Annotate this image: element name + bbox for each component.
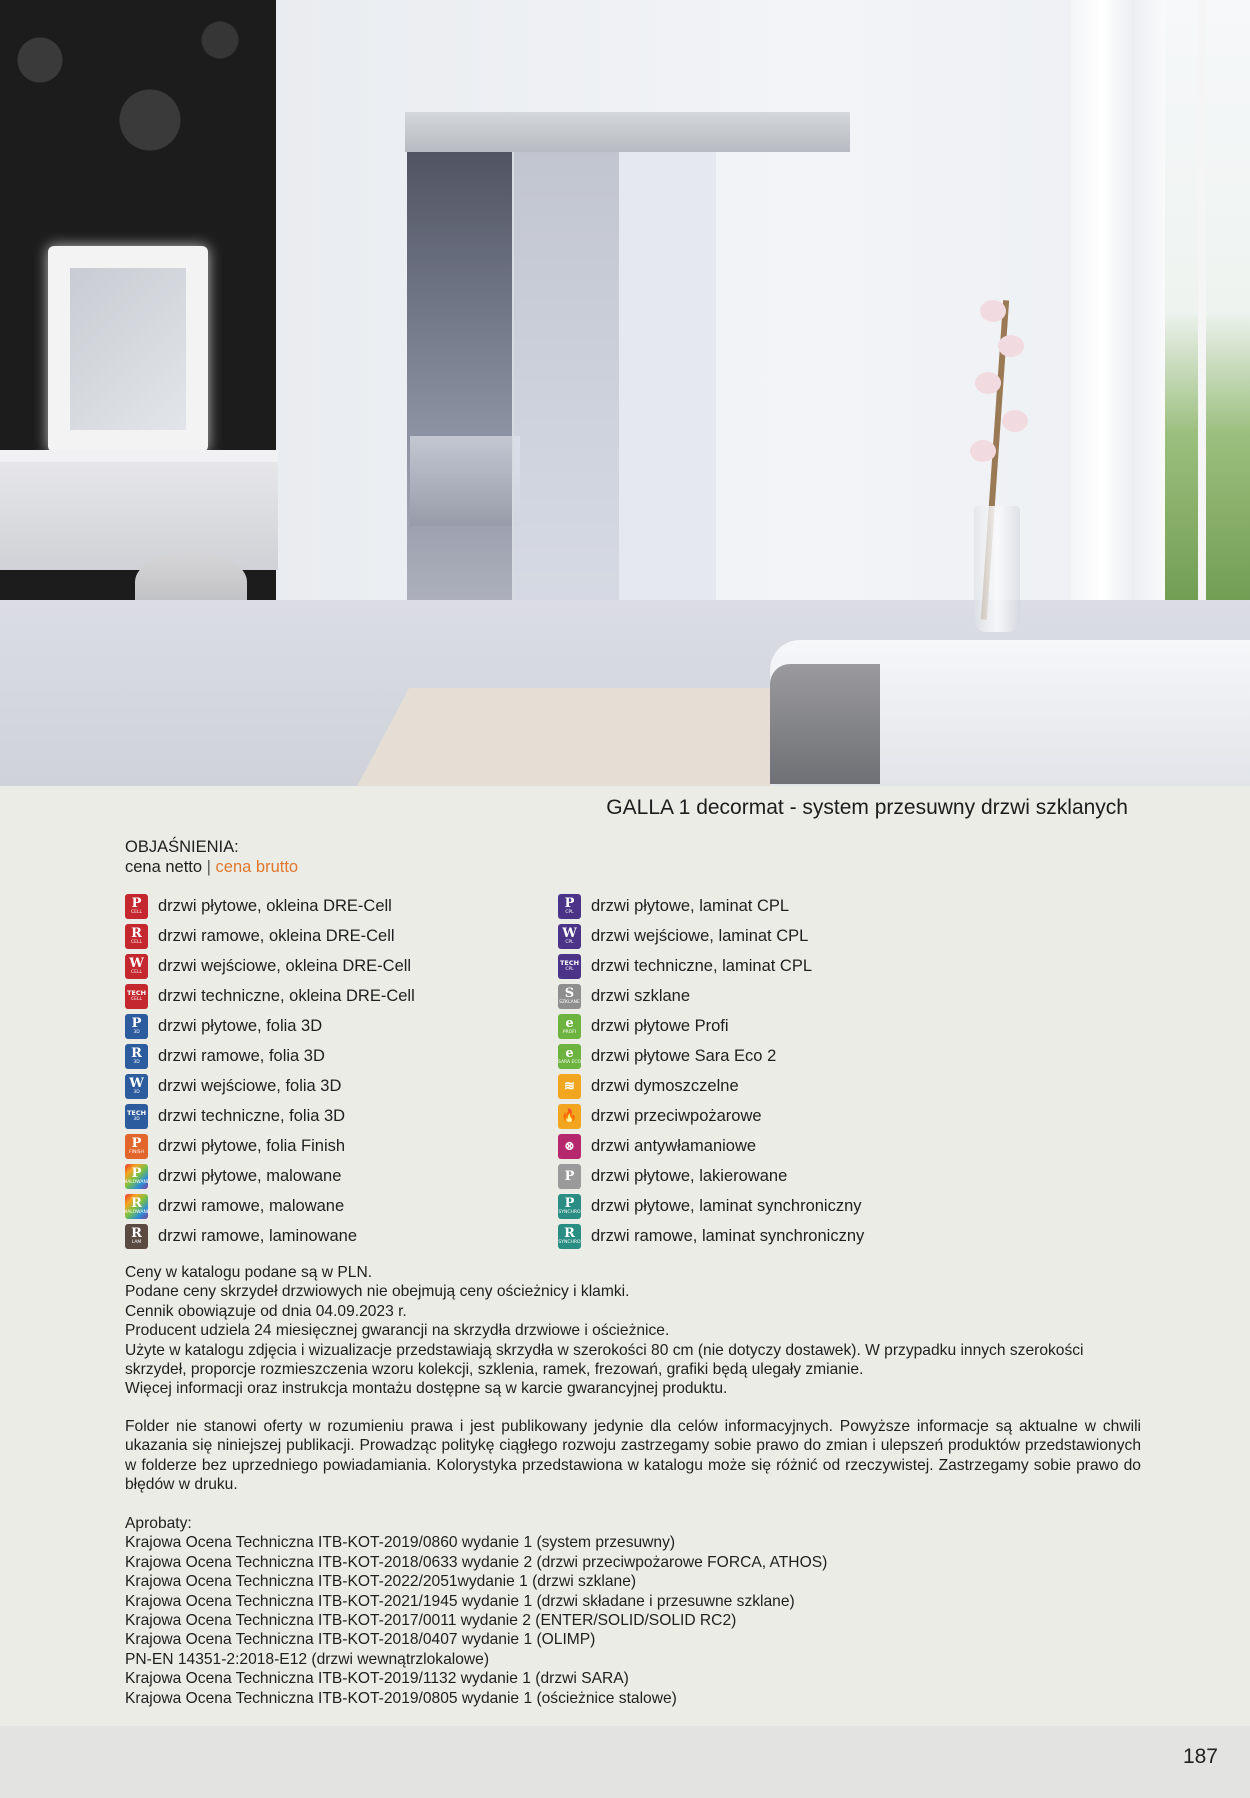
hero-photo [0,0,1250,786]
legend-title: OBJAŚNIENIA: [125,838,239,856]
approval-item: Krajowa Ocena Techniczna ITB-KOT-2019/0860 wydanie 1 (system przesuwny) [125,1534,676,1552]
pricing-notes [125,1263,1141,1399]
price-separator: | [206,858,211,876]
legend-heading [125,837,298,877]
glass-vase [974,506,1020,632]
legend-item-label: drzwi wejściowe, laminat CPL [591,926,809,945]
finish-plytowe-icon [125,1134,148,1159]
cell-ramowe-icon [125,924,148,949]
pricing-note: Więcej informacji oraz instrukcja montażu dostępne są w karcie gwarancyjnej produktu. [125,1380,728,1398]
legend-item-label: drzwi płytowe, okleina DRE-Cell [158,896,392,915]
badge-letter: P [564,1168,575,1184]
vanity-table [0,450,278,570]
bathtub [410,436,520,526]
badge-sublabel: CELL [131,909,142,915]
3d-techniczne-icon [125,1104,148,1129]
approval-item: Krajowa Ocena Techniczna ITB-KOT-2019/1132 wydanie 1 (drzwi SARA) [125,1670,629,1688]
legend-item-label: drzwi płytowe, malowane [158,1166,342,1185]
antywlamaniowe-icon [558,1134,581,1159]
badge-letter: W [129,955,144,971]
sara-eco-icon [558,1044,581,1069]
lakierowane-icon [558,1164,581,1189]
legend-item [558,1221,864,1251]
badge-letter: TECH [559,959,580,967]
legend-item-label: drzwi przeciwpożarowe [591,1106,762,1125]
badge-sublabel: SYNCHRO [558,1209,581,1215]
badge-sublabel: MALOWANE [123,1179,150,1185]
pricing-note: Podane ceny skrzydeł drzwiowych nie obejmują ceny ościeżnicy i klamki. [125,1283,630,1301]
badge-sublabel: 3D [133,1089,140,1095]
orchid-blossom [980,300,1006,322]
legend-item-label: drzwi płytowe, laminat CPL [591,896,790,915]
badge-letter: P [564,895,575,911]
legend-item-label: drzwi techniczne, folia 3D [158,1106,346,1125]
badge-letter: 🔥 [561,1108,578,1124]
legend-item-label: drzwi ramowe, malowane [158,1196,345,1215]
badge-letter: P [131,1135,142,1151]
badge-letter: P [131,1015,142,1031]
badge-sublabel: CPL [565,909,574,915]
gross-price-label: cena brutto [215,858,299,876]
badge-letter: TECH [126,989,147,997]
curtain [1070,0,1165,650]
legend-item [125,1161,415,1191]
legend-item [558,921,864,951]
sliding-rail [405,112,850,152]
approvals-heading: Aprobaty: [125,1515,192,1532]
approval-item: PN-EN 14351-2:2018-E12 (drzwi wewnątrzlokalowe) [125,1650,490,1668]
badge-sublabel: SARA ECO [558,1059,581,1065]
3d-ramowe-icon [125,1044,148,1069]
malowane-ramowe-icon [125,1194,148,1219]
legend-item-label: drzwi wejściowe, folia 3D [158,1076,342,1095]
legend-item [558,1011,864,1041]
legend-item-label: drzwi techniczne, okleina DRE-Cell [158,986,415,1005]
badge-sublabel: CPL [565,966,574,972]
legend-item [125,1221,415,1251]
price-legend [125,857,298,877]
legend-left-column [125,891,415,1251]
cell-techniczne-icon [125,984,148,1009]
badge-sublabel: SYNCHRO [558,1239,581,1245]
approval-item: Krajowa Ocena Techniczna ITB-KOT-2017/0011 wydanie 2 (ENTER/SOLID/SOLID RC2) [125,1612,737,1630]
pricing-note: Ceny w katalogu podane są w PLN. [125,1264,373,1281]
legend-item-label: drzwi ramowe, laminat synchroniczny [591,1226,865,1245]
3d-plytowe-icon [125,1014,148,1039]
approval-item: Krajowa Ocena Techniczna ITB-KOT-2018/0633 wydanie 2 (drzwi przeciwpożarowe FORCA, ATHOS) [125,1553,828,1571]
legend-item-label: drzwi płytowe, folia 3D [158,1016,323,1035]
badge-letter: e [565,1015,574,1031]
legend-item-label: drzwi wejściowe, okleina DRE-Cell [158,956,412,975]
fire-icon [558,1104,581,1129]
badge-letter: R [131,1045,142,1061]
badge-sublabel: LAM [131,1239,142,1245]
cpl-techniczne-icon [558,954,581,979]
legend-item [125,1131,415,1161]
legend-item [558,1041,864,1071]
window [1150,0,1250,620]
badge-sublabel: FINISH [129,1149,144,1155]
legend-item-label: drzwi ramowe, folia 3D [158,1046,325,1065]
badge-letter: TECH [126,1109,147,1117]
legend-item-label: drzwi płytowe Sara Eco 2 [591,1046,777,1065]
badge-letter: P [131,1165,142,1181]
sliding-glass-door [512,150,716,650]
badge-letter: R [131,925,142,941]
legend-item-label: drzwi płytowe, folia Finish [158,1136,346,1155]
approval-item: Krajowa Ocena Techniczna ITB-KOT-2018/0407 wydanie 1 (OLIMP) [125,1631,596,1649]
badge-sublabel: CPL [565,939,574,945]
legend-item-label: drzwi ramowe, laminowane [158,1226,357,1245]
profi-icon [558,1014,581,1039]
malowane-plytowe-icon [125,1164,148,1189]
page-number: 187 [1182,1745,1218,1768]
sync-plytowe-icon [558,1194,581,1219]
badge-letter: e [565,1045,574,1061]
cell-wejsciowe-icon [125,954,148,979]
badge-sublabel: CELL [131,939,142,945]
legend-right-column [558,891,864,1251]
vanity-top [0,450,278,462]
legend-item [558,981,864,1011]
legend-item-label: drzwi ramowe, okleina DRE-Cell [158,926,395,945]
badge-letter: W [562,925,577,941]
cpl-wejsciowe-icon [558,924,581,949]
pricing-note: Użyte w katalogu zdjęcia i wizualizacje przedstawiają skrzydła w szerokości 80 cm (nie dotyczy dostawek). W przypadku innych szerokości skrzydeł, proporcje rozmieszczenia wzoru kolekcji, szklenia, ramek, frezowań, grafiki będą ulegały zmianie. [125,1341,1084,1379]
footer-band [0,1726,1250,1798]
legend-item [558,891,864,921]
sync-ramowe-icon [558,1224,581,1249]
legend-item [125,1071,415,1101]
badge-letter: R [564,1225,575,1241]
legend-item-label: drzwi antywłamaniowe [591,1136,757,1155]
badge-letter: R [131,1195,142,1211]
badge-letter: W [129,1075,144,1091]
legend-item [125,1191,415,1221]
approval-item: Krajowa Ocena Techniczna ITB-KOT-2022/2051wydanie 1 (drzwi szklane) [125,1573,637,1591]
cell-plytowe-icon [125,894,148,919]
pricing-note: Cennik obowiązuje od dnia 04.09.2023 r. [125,1302,407,1320]
lam-ramowe-icon [125,1224,148,1249]
orchid-blossom [998,335,1024,357]
legend-item [125,951,415,981]
legend-item [125,891,415,921]
badge-sublabel: 3D [133,1059,140,1065]
badge-sublabel: 3D [133,1029,140,1035]
dymoszczelne-icon [558,1074,581,1099]
approvals [125,1514,1141,1708]
legend-item [558,1131,864,1161]
badge-letter: P [564,1195,575,1211]
pricing-note: Producent udziela 24 miesięcznej gwarancji na skrzydła drzwiowe i ościeżnice. [125,1322,670,1340]
vanity-mirror [48,246,208,452]
legend-item-label: drzwi płytowe Profi [591,1016,729,1035]
legend-item [558,1191,864,1221]
szklane-icon [558,984,581,1009]
badge-sublabel: MALOWANE [123,1209,150,1215]
legend-item [558,951,864,981]
badge-sublabel: PROFI [562,1029,577,1035]
3d-wejsciowe-icon [125,1074,148,1099]
badge-letter: R [131,1225,142,1241]
orchid-blossom [975,372,1001,394]
badge-sublabel: SZKLANE [559,999,580,1005]
legend-item-label: drzwi dymoszczelne [591,1076,739,1095]
cpl-plytowe-icon [558,894,581,919]
legend-item [558,1161,864,1191]
legend-item [125,981,415,1011]
legend-item-label: drzwi techniczne, laminat CPL [591,956,813,975]
legend-item [125,1041,415,1071]
orchid-blossom [970,440,996,462]
approvals-list [125,1533,1141,1708]
badge-letter: P [131,895,142,911]
product-title: GALLA 1 decormat - system przesuwny drzwi szklanych [606,796,1128,819]
legend-item [558,1071,864,1101]
orchid-blossom [1002,410,1028,432]
badge-letter: ≋ [564,1078,575,1094]
net-price-label: cena netto [125,858,203,876]
legend-item [125,921,415,951]
approval-item: Krajowa Ocena Techniczna ITB-KOT-2019/0805 wydanie 1 (ościeżnice stalowe) [125,1689,677,1707]
badge-sublabel: 3D [133,1116,140,1122]
bed-runner [770,664,880,784]
approval-item: Krajowa Ocena Techniczna ITB-KOT-2021/1945 wydanie 1 (drzwi składane i przesuwne szklane) [125,1592,795,1610]
legend-item-label: drzwi płytowe, laminat synchroniczny [591,1196,862,1215]
legend-item-label: drzwi płytowe, lakierowane [591,1166,788,1185]
disclaimer-text: Folder nie stanowi oferty w rozumieniu prawa i jest publikowany jedynie dla celów informacyjnych. Powyższe informacje są aktualne w chwili ukazania się niniejszej publikacji. Prowadząc politykę ciągłego rozwoju zastrzegamy sobie prawo do zmian i ulepszeń produktów przedstawionych w folderze bez uprzedniego powiadamiania. Kolorystyka przedstawiona w katalogu może się różnić od rzeczywistej. Zastrzegamy sobie prawo do błędów w druku. [125,1418,1141,1494]
badge-sublabel: CELL [131,996,142,1002]
legend-item [125,1011,415,1041]
legend-item [558,1101,864,1131]
disclaimer [125,1417,1141,1495]
badge-letter: ⊗ [564,1138,575,1154]
badge-sublabel: CELL [131,969,142,975]
badge-letter: S [564,985,575,1001]
legend-item-label: drzwi szklane [591,986,691,1005]
legend-item [125,1101,415,1131]
